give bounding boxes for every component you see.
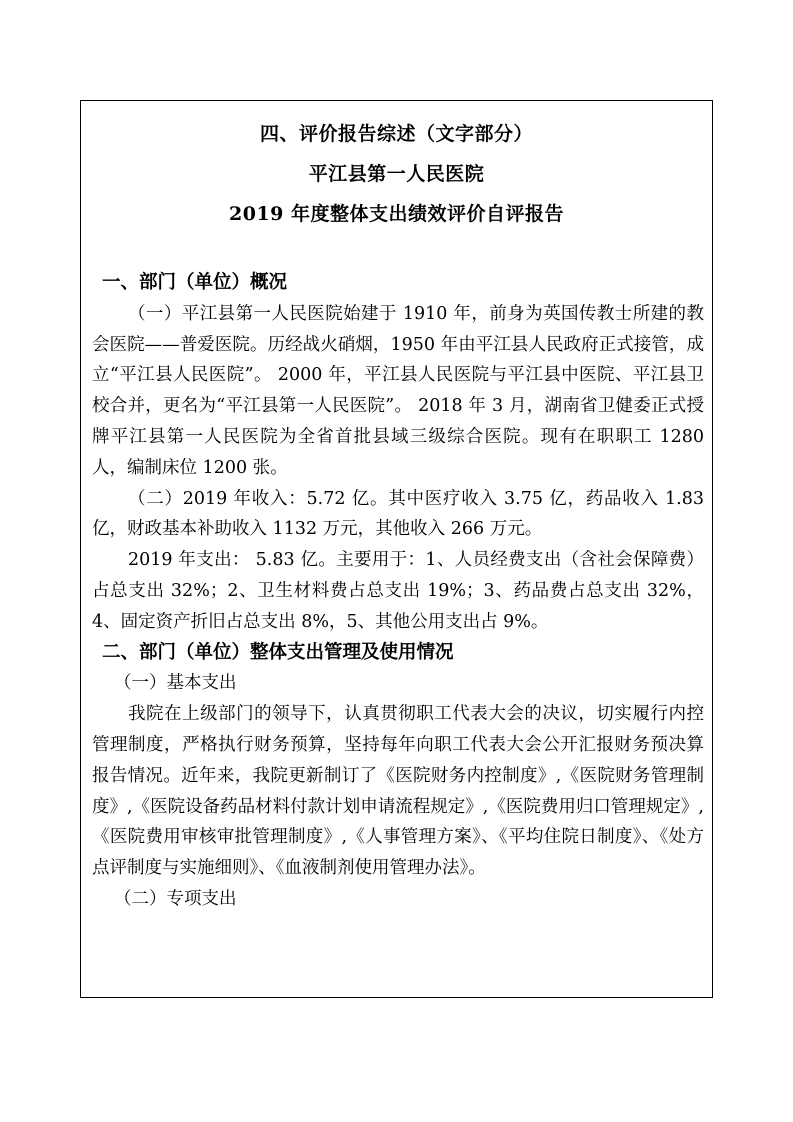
paragraph-expenditure: 2019 年支出： 5.83 亿。主要用于：1、人员经费支出（含社会保障费）占总支出 32%；2、卫生材料费占总支出 19%；3、药品费占总支出 32%，4、固定资产折旧占总支出 8%，5、其他公用支出占 9%。 — [92, 550, 704, 632]
heading-expenditure-management: 二、部门（单位）整体支出管理及使用情况 — [102, 641, 454, 663]
section-title: 四、评价报告综述（文字部分） — [259, 123, 533, 145]
paragraph-hospital-history: （一）平江县第一人民医院始建于 1910 年，前身为英国传教士所建的教会医院——普爱医院。历经战火硝烟，1950 年由平江县人民政府正式接管，成立“平江县人民医院”。 2000 年，平江县人民医院与平江县中医院、平江县卫校合并，更名为“平江县第一人民医院”。 2018 年 3 月，湖南省卫健委正式授牌平江县第一人民医院为全省首批县域三级综合医院。现有在职职工 1280 人，编制床位 1200 张。 — [92, 303, 704, 478]
paragraph-internal-control: 我院在上级部门的领导下，认真贯彻职工代表大会的决议，切实履行内控管理制度，严格执行财务预算，坚持每年向职工代表大会公开汇报财务预决算报告情况。近年来，我院更新制订了《医院财务内控制度》,《医院财务管理制度》,《医院设备药品材料付款计划申请流程规定》,《医院费用归口管理规定》,《医院费用审核审批管理制度》,《人事管理方案》、《平均住院日制度》、《处方点评制度与实施细则》、《血液制剂使用管理办法》。 — [92, 704, 704, 879]
report-body — [92, 268, 704, 915]
heading-department-overview: 一、部门（单位）概况 — [102, 272, 288, 293]
report-title: 2019 年度整体支出绩效评价自评报告 — [229, 203, 564, 225]
paragraph-income: （二）2019 年收入：5.72 亿。其中医疗收入 3.75 亿，药品收入 1.83 亿，财政基本补助收入 1132 万元，其他收入 266 万元。 — [92, 488, 704, 540]
hospital-name: 平江县第一人民医院 — [308, 163, 485, 185]
subheading-basic-expenditure: （一）基本支出 — [114, 673, 237, 694]
subheading-special-expenditure: （二）专项支出 — [114, 888, 237, 909]
title-block — [80, 114, 713, 234]
